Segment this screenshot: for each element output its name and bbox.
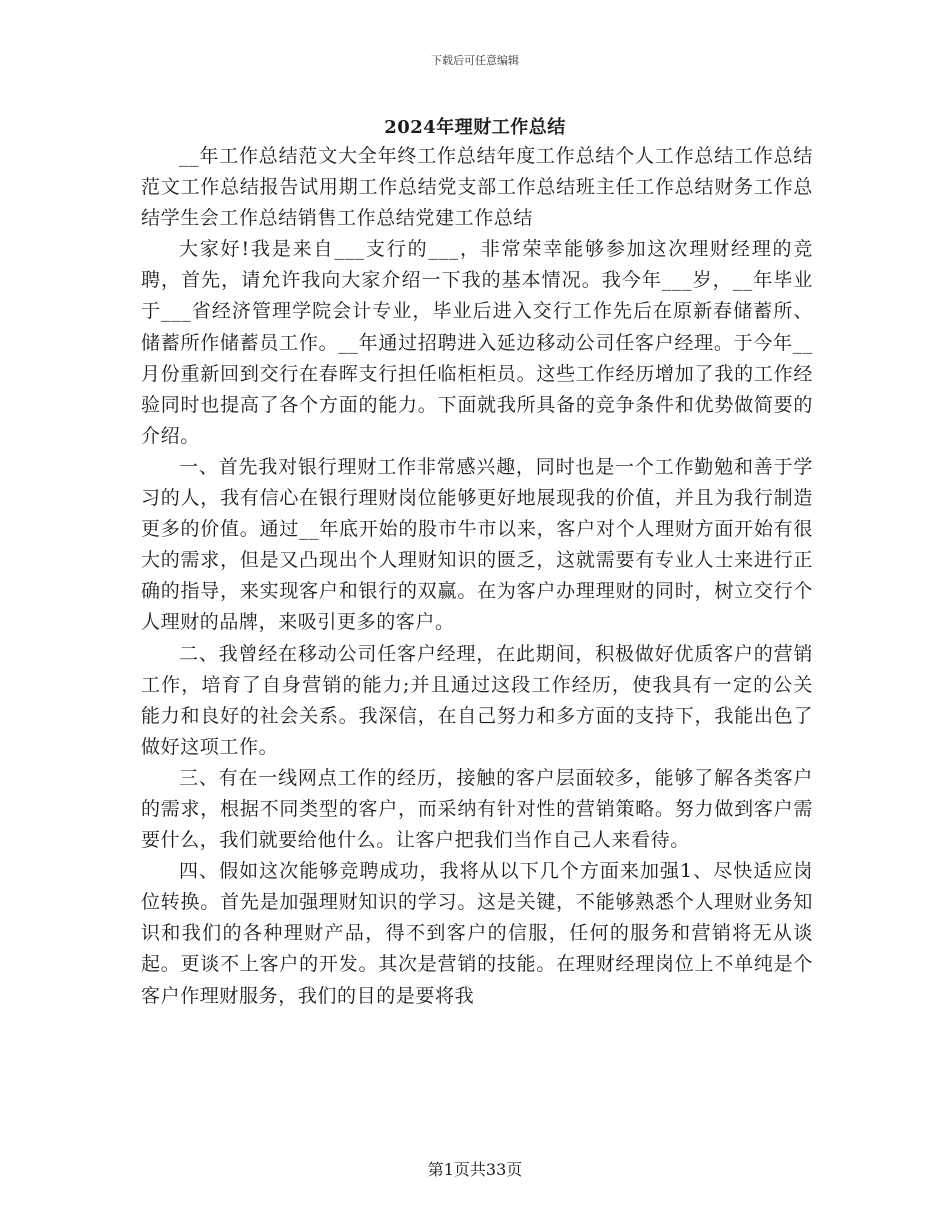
paragraph-point-one: 一、首先我对银行理财工作非常感兴趣，同时也是一个工作勤勉和善于学习的人，我有信心在银行理财岗位能够更好地展现我的价值，并且为我行制造更多的价值。通过__年底开始的股市牛市以来，客户对个人理财方面开始有很大的需求，但是又凸现出个人理财知识的匮乏，这就需要有专业人士来进行正确的指导，来实现客户和银行的双赢。在为客户办理理财的同时，树立交行个人理财的品牌，来吸引更多的客户。: [141, 455, 813, 634]
header-note: 下载后可任意编辑: [431, 54, 519, 67]
paragraph-keywords: __年工作总结范文大全年终工作总结年度工作总结个人工作总结工作总结范文工作总结报告试用期工作总结党支部工作总结班主任工作总结财务工作总结学生会工作总结销售工作总结党建工作总结: [141, 145, 813, 230]
paragraph-introduction: 大家好!我是来自___支行的___，非常荣幸能够参加这次理财经理的竞聘，首先，请允许我向大家介绍一下我的基本情况。我今年___岁，__年毕业于___省经济管理学院会计专业，毕业后进入交行工作先后在原新春储蓄所、储蓄所作储蓄员工作。__年通过招聘进入延边移动公司任客户经理。于今年__月份重新回到交行在春晖支行担任临柜柜员。这些工作经历增加了我的工作经验同时也提高了各个方面的能力。下面就我所具备的竞争条件和优势做简要的介绍。: [141, 238, 813, 447]
paragraph-point-three: 三、有在一线网点工作的经历，接触的客户层面较多，能够了解各类客户的需求，根据不同类型的客户，而采纳有针对性的营销策略。努力做到客户需要什么，我们就要给他什么。让客户把我们当作自己人来看待。: [141, 766, 813, 852]
paragraph-point-two: 二、我曾经在移动公司任客户经理，在此期间，积极做好优质客户的营销工作，培育了自身营销的能力;并且通过这段工作经历，使我具有一定的公关能力和良好的社会关系。我深信，在自己努力和多方面的支持下，我能出色了做好这项工作。: [141, 642, 813, 758]
paragraph-point-four: 四、假如这次能够竞聘成功，我将从以下几个方面来加强1、尽快适应岗位转换。首先是加强理财知识的学习。这是关键，不能够熟悉个人理财业务知识和我们的各种理财产品，得不到客户的信服，任何的服务和营销将无从谈起。更谈不上客户的开发。其次是营销的技能。在理财经理岗位上不单纯是个客户作理财服务，我们的目的是要将我: [141, 860, 813, 1007]
page-footer: 第1页共33页: [427, 1160, 523, 1179]
document-body: [141, 141, 813, 1012]
document-title: 2024年理财工作总结: [384, 117, 566, 138]
